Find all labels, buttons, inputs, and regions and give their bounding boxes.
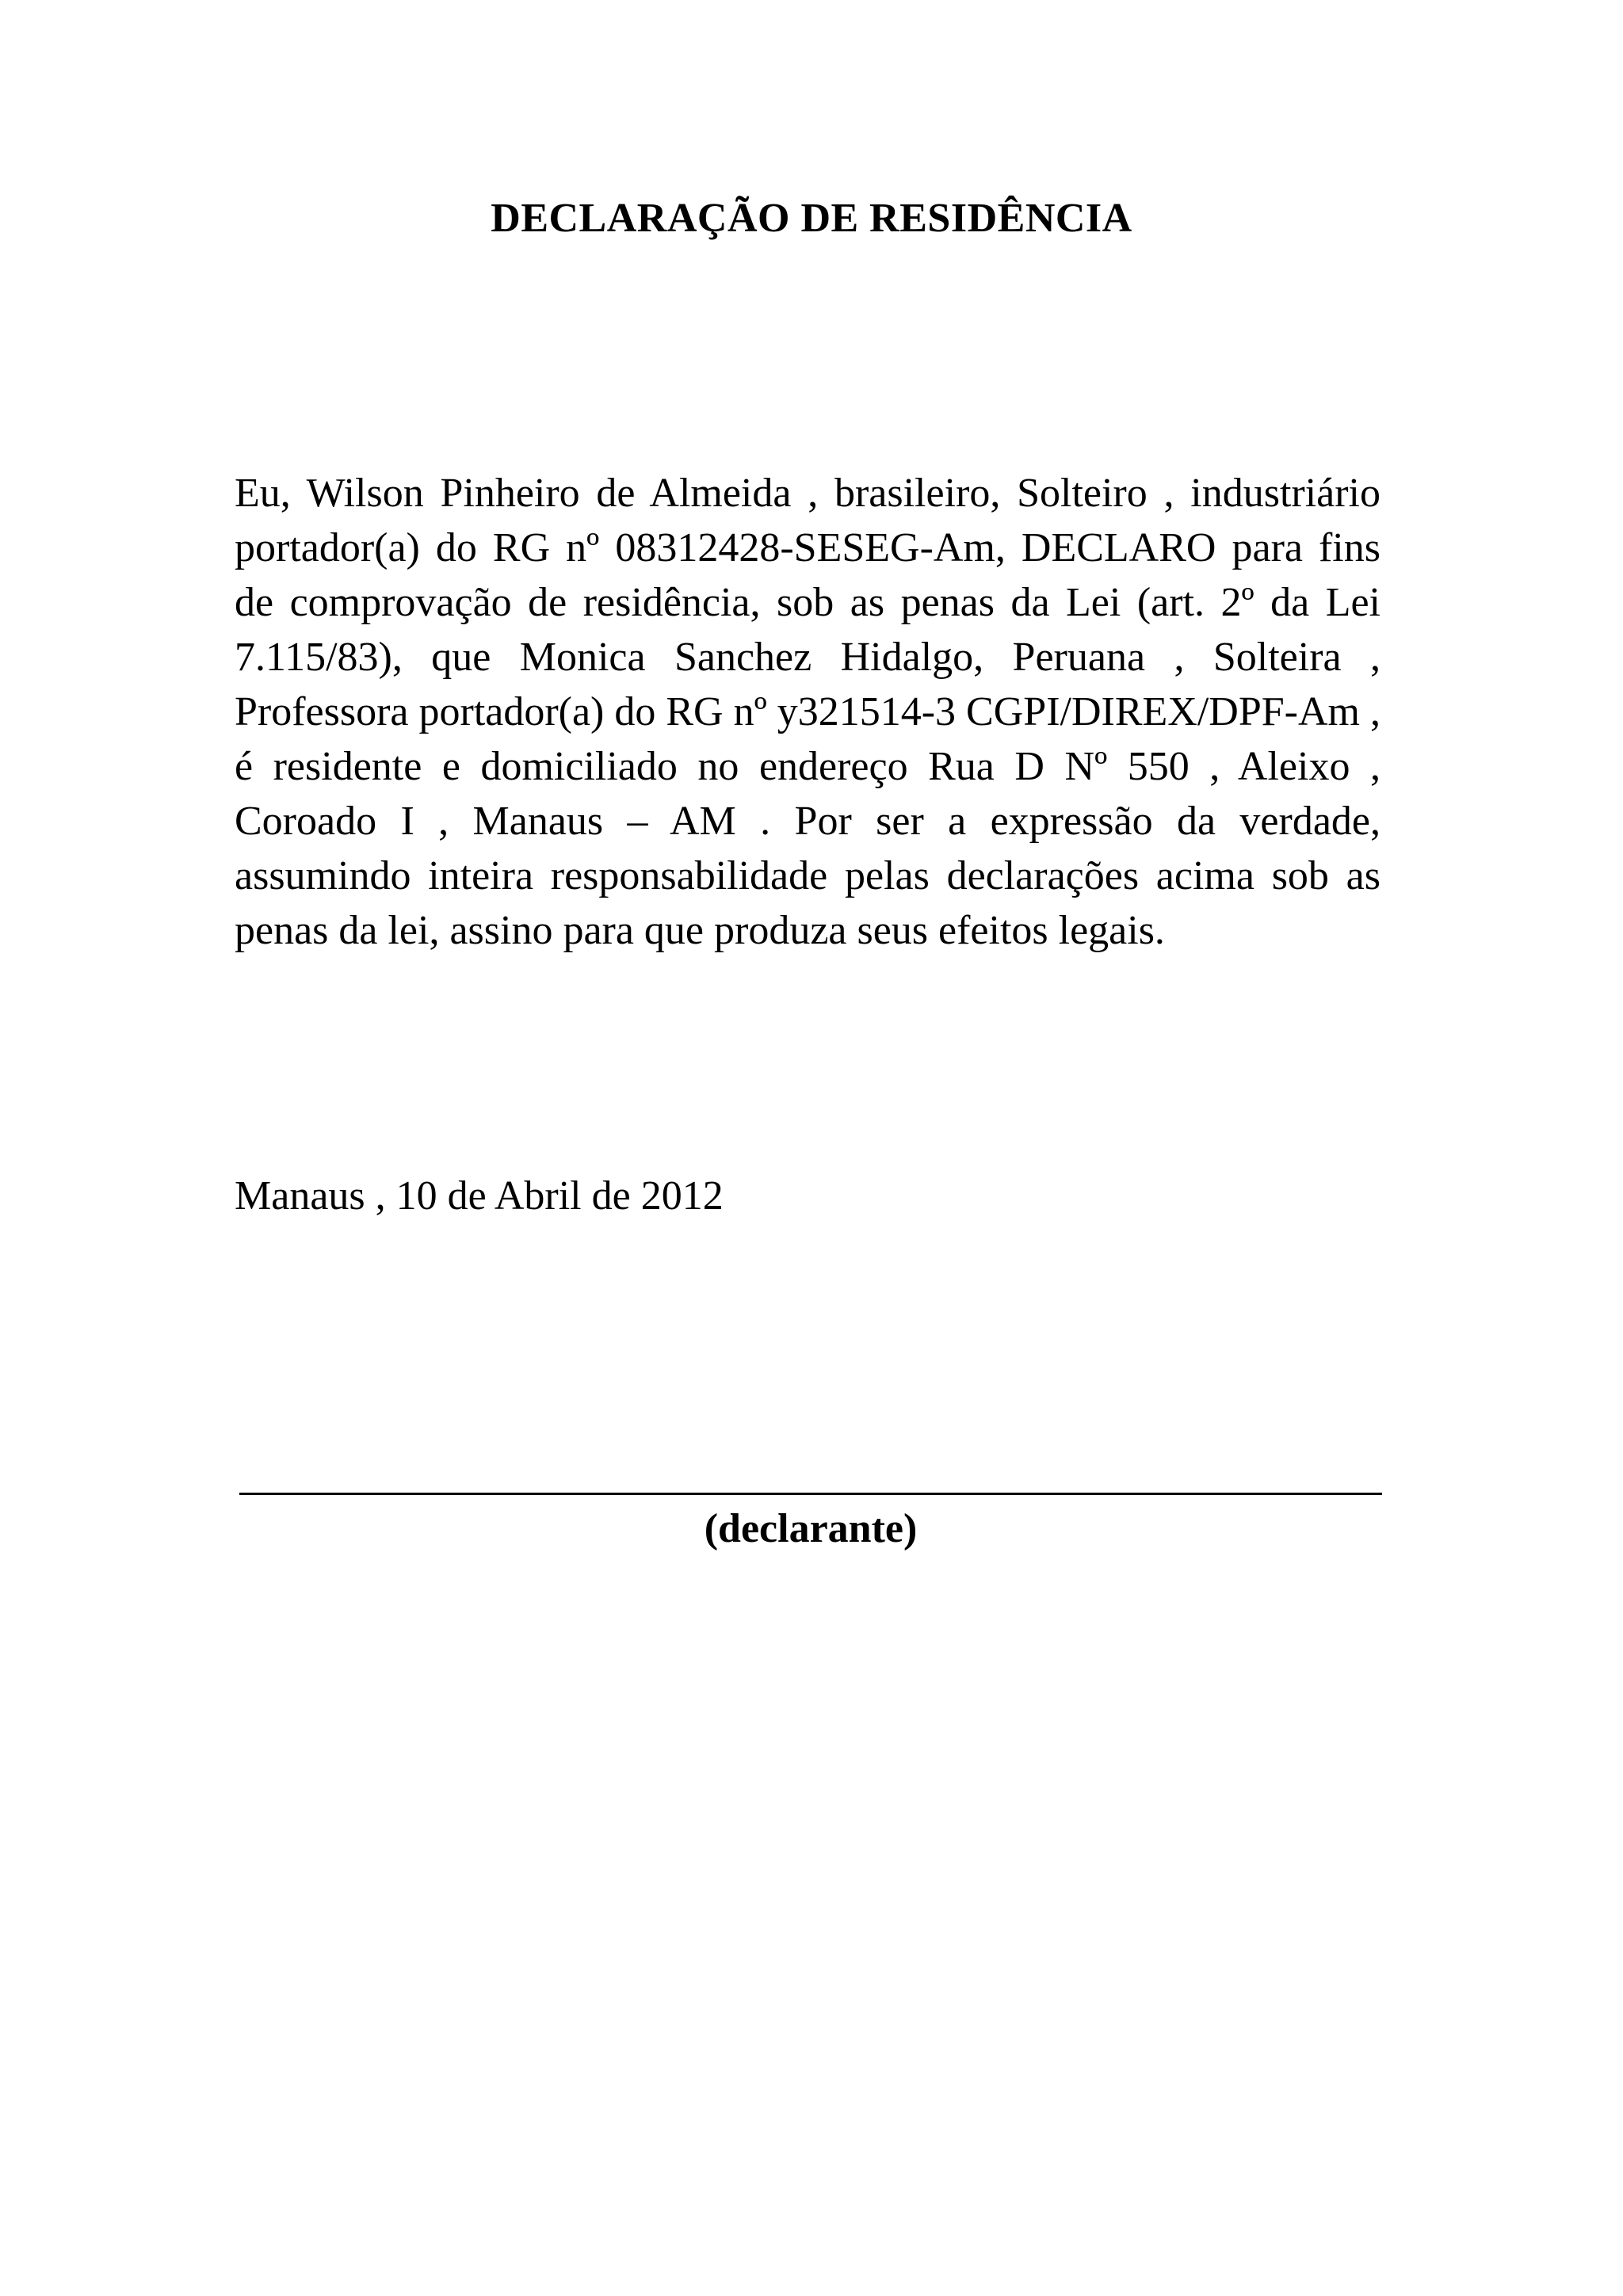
date-line: Manaus , 10 de Abril de 2012 (235, 1173, 724, 1219)
declaration-body: Eu, Wilson Pinheiro de Almeida , brasileiro, Solteiro , industriário portador(a) do RG nº 08312428-SESEG-Am, DECLARO para fins de comprovação de residência, sob as penas da Lei (art. 2º da Lei 7.115/83), que Monica Sanchez Hidalgo, Peruana , Solteira , Professora portador(a) do RG nº y321514-3 CGPI/DIREX/DPF-Am , é residente e domiciliado no endereço Rua D Nº 550 , Aleixo , Coroado I , Manaus – AM . Por ser a expressão da verdade, assumindo inteira responsabilidade pelas declarações acima sob as penas da lei, assino para que produza seus efeitos legais. (235, 471, 1381, 953)
document-title: DECLARAÇÃO DE RESIDÊNCIA (491, 196, 1132, 241)
signature-line (239, 1493, 1382, 1495)
signature-label: (declarante) (704, 1506, 918, 1551)
